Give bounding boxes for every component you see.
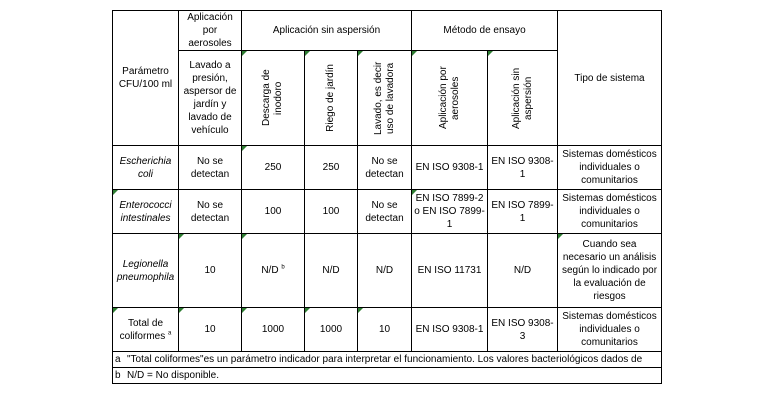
row-metodo-aerosoles: EN ISO 9308-1 xyxy=(412,308,488,352)
row-lavadora: 10 xyxy=(358,308,412,352)
row-param: Legionella pneumophila xyxy=(113,234,179,308)
header-tipo-sistema: Tipo de sistema xyxy=(558,11,662,146)
table-row xyxy=(113,190,662,234)
header-metodo-aerosoles-text: Aplicación por aerosoles xyxy=(437,66,461,130)
row-riego: 1000 xyxy=(305,308,358,352)
row-lavadora: N/D xyxy=(358,234,412,308)
footnote-ref-a: a xyxy=(168,330,172,337)
row-metodo-sin-aspersion: EN ISO 7899-1 xyxy=(488,190,558,234)
header-descarga-inodoro-text: Descarga de inodoro xyxy=(261,69,284,127)
footnote-a xyxy=(113,352,662,368)
footnote-row xyxy=(113,352,662,368)
row-inodoro-value: N/D xyxy=(261,265,279,276)
table-row xyxy=(113,234,662,308)
header-riego-jardin xyxy=(305,51,358,146)
footnote-row xyxy=(113,368,662,384)
row-aerosol: No se detectan xyxy=(179,146,242,190)
row-tipo-sistema: Sistemas domésticos individuales o comunitarios xyxy=(558,190,662,234)
row-metodo-aerosoles: EN ISO 11731 xyxy=(412,234,488,308)
header-lavado-lavadora xyxy=(358,51,412,146)
header-metodo-group: Método de ensayo xyxy=(412,11,558,51)
row-tipo-sistema: Cuando sea necesario un análisis según lo indicado por la evaluación de riesgos xyxy=(558,234,662,308)
row-inodoro: 1000 xyxy=(242,308,305,352)
row-tipo-sistema: Sistemas domésticos individuales o comunitarios xyxy=(558,308,662,352)
footnote-text: "Total coliformes"es un parámetro indicador para interpretar el funcionamiento. Los valores bacteriológicos dados de xyxy=(127,354,643,365)
row-aerosol: 10 xyxy=(179,234,242,308)
table-row xyxy=(113,308,662,352)
row-aerosol: No se detectan xyxy=(179,190,242,234)
row-riego: N/D xyxy=(305,234,358,308)
header-riego-jardin-text: Riego de jardín xyxy=(325,64,336,132)
row-aerosol: 10 xyxy=(179,308,242,352)
header-metodo-sin-aspersion-text: Aplicación sin aspersión xyxy=(510,67,534,129)
row-metodo-aerosoles: EN ISO 9308-1 xyxy=(412,146,488,190)
row-metodo-sin-aspersion: EN ISO 9308-3 xyxy=(488,308,558,352)
row-riego: 100 xyxy=(305,190,358,234)
header-descarga-inodoro xyxy=(242,51,305,146)
row-metodo-aerosoles: EN ISO 7899-2 o EN ISO 7899-1 xyxy=(412,190,488,234)
table-row xyxy=(113,146,662,190)
header-metodo-aerosoles xyxy=(412,51,488,146)
header-lavado-lavadora-text: Lavado, es decir uso de lavadora xyxy=(372,61,396,135)
row-metodo-sin-aspersion: N/D xyxy=(488,234,558,308)
row-lavadora: No se detectan xyxy=(358,190,412,234)
row-inodoro xyxy=(242,234,305,308)
header-aerosoles-group: Aplicación por aerosoles xyxy=(179,11,242,51)
footnote-mark: a xyxy=(115,354,121,365)
footnote-ref-b: b xyxy=(281,264,285,271)
footnote-mark: b xyxy=(115,370,121,381)
header-lavado-presion: Lavado a presión, aspersor de jardín y lavado de vehículo xyxy=(179,51,242,146)
header-parametro: Parámetro CFU/100 ml xyxy=(113,11,179,146)
row-inodoro: 250 xyxy=(242,146,305,190)
row-param: Enterococci intestinales xyxy=(113,190,179,234)
row-tipo-sistema: Sistemas domésticos individuales o comunitarios xyxy=(558,146,662,190)
row-metodo-sin-aspersion: EN ISO 9308-1 xyxy=(488,146,558,190)
water-quality-table xyxy=(112,10,662,384)
header-metodo-sin-aspersion xyxy=(488,51,558,146)
row-lavadora: No se detectan xyxy=(358,146,412,190)
row-param-value: Total de coliformes xyxy=(119,317,166,342)
row-riego: 250 xyxy=(305,146,358,190)
footnote-b xyxy=(113,368,662,384)
header-sin-aspersion-group: Aplicación sin aspersión xyxy=(242,11,412,51)
footnote-text: N/D = No disponible. xyxy=(127,370,219,381)
row-param: Escherichia coli xyxy=(113,146,179,190)
row-inodoro: 100 xyxy=(242,190,305,234)
row-param xyxy=(113,308,179,352)
